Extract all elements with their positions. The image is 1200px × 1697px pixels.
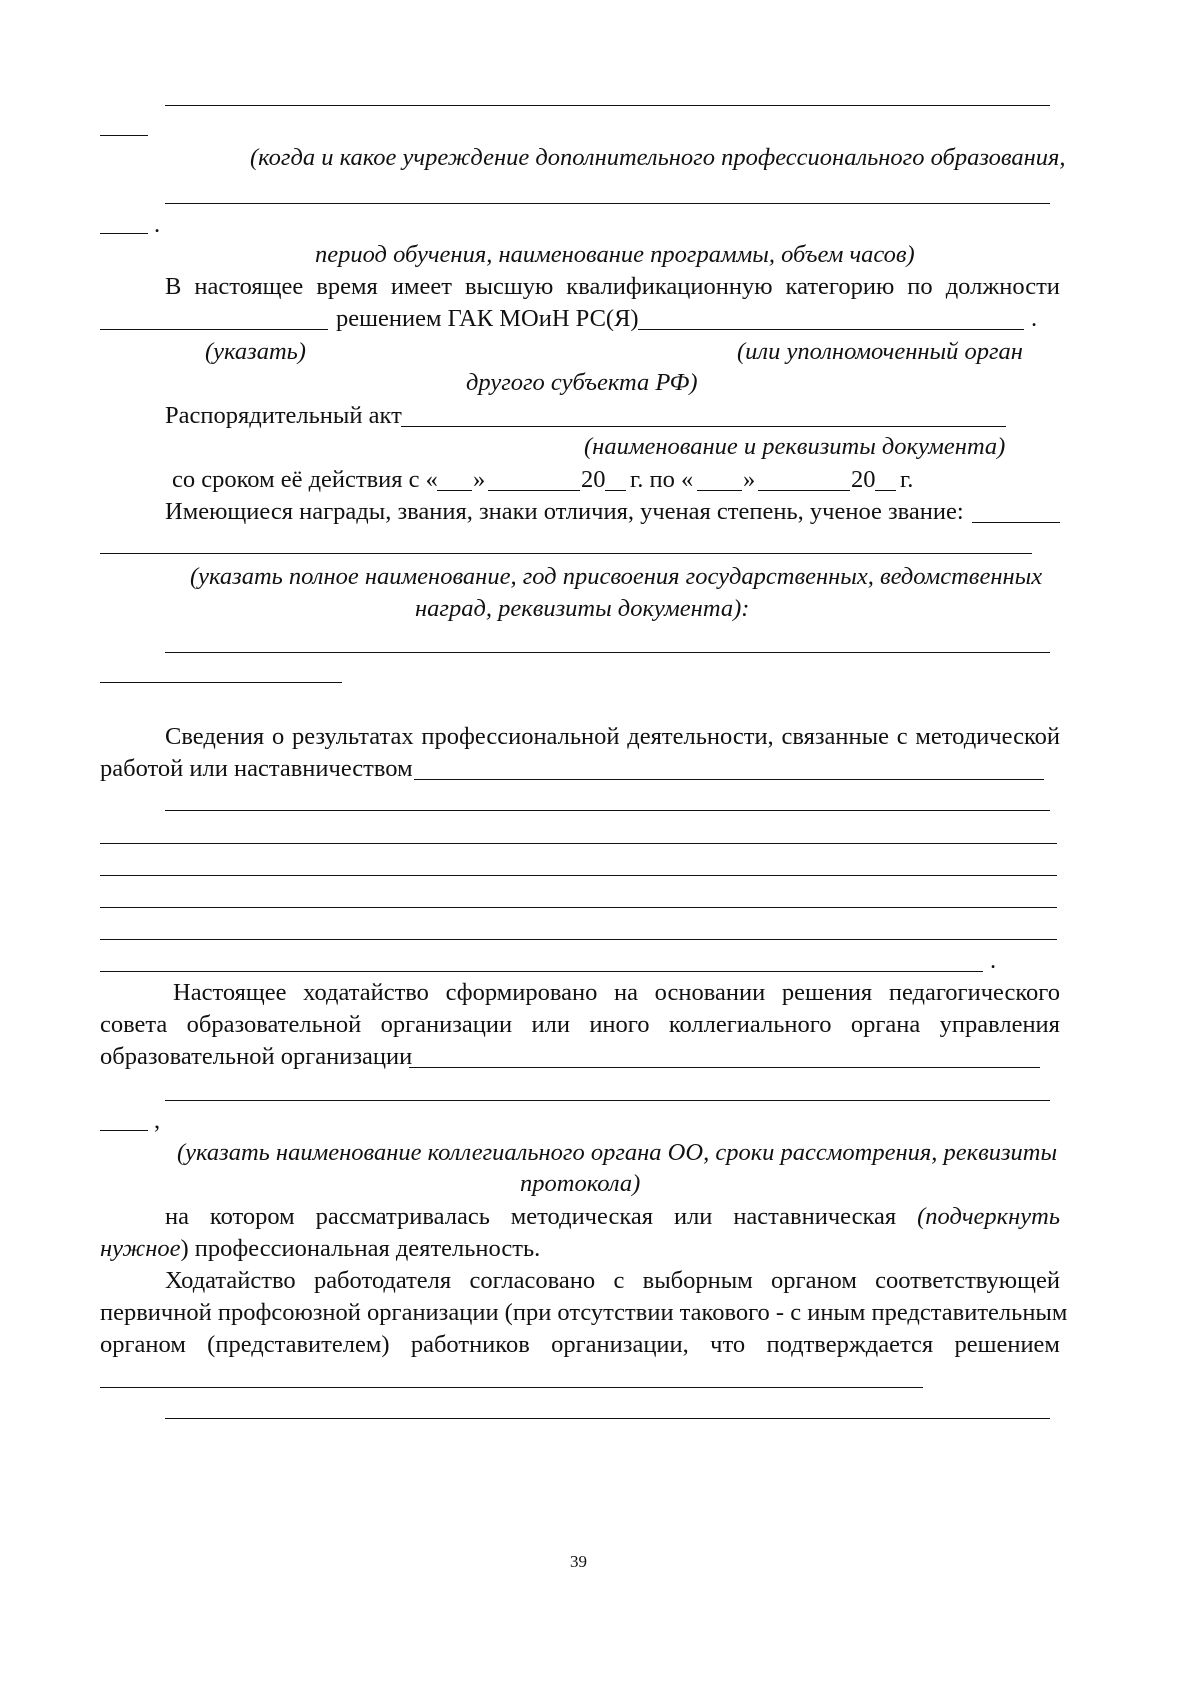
dot: . [154, 211, 161, 238]
petition-line-1: Настоящее ходатайство сформировано на основании решения педагогического [173, 979, 1060, 1006]
hint-position: (указать) [205, 338, 306, 365]
considered-line-2: нужное) профессиональная деятельность. [100, 1235, 541, 1262]
year-to-line[interactable] [875, 490, 896, 491]
awards-label: Имеющиеся награды, звания, знаки отличия, ученая степень, ученое звание: [165, 498, 964, 525]
hint-education-1: (когда и какое учреждение дополнительного профессионального образования, [250, 144, 1066, 171]
category-sentence: В настоящее время имеет высшую квалификационную категорию по должности [165, 273, 1060, 300]
results-fill-line[interactable] [100, 971, 983, 972]
hint-awards-1: (указать полное наименование, год присвоения государственных, ведомственных [190, 563, 1043, 590]
agreement-line-3: органом (представителем) работников организации, что подтверждается решением [100, 1331, 1060, 1358]
dot: . [1031, 305, 1038, 332]
fill-line[interactable] [165, 105, 1050, 106]
comma: , [154, 1107, 161, 1134]
decision-fill-line[interactable] [638, 329, 1024, 330]
results-line-2: работой или наставничеством [100, 755, 413, 782]
decision-text: решением ГАК МОиН РС(Я) [336, 305, 639, 332]
admin-act-fill-line[interactable] [401, 426, 1006, 427]
petition-line-2: совета образовательной организации или иного коллегиального органа управления [100, 1011, 1060, 1038]
fill-line[interactable] [165, 203, 1050, 204]
results-fill-line[interactable] [100, 939, 1057, 940]
period-end-text: г. [900, 466, 914, 493]
results-fill-line[interactable] [165, 810, 1050, 811]
year-from-line[interactable] [605, 490, 626, 491]
page-number: 39 [570, 1552, 587, 1571]
period-to-text: г. по « [630, 466, 694, 493]
fill-line[interactable] [100, 135, 148, 136]
hint-awards-2: наград, реквизиты документа): [415, 595, 750, 622]
year-prefix: 20 [851, 466, 876, 493]
petition-line-3: образовательной организации [100, 1043, 413, 1070]
position-fill-line[interactable] [100, 329, 328, 330]
quote-close: » [743, 466, 756, 493]
fill-line[interactable] [165, 652, 1050, 653]
dot: . [990, 947, 997, 974]
year-prefix: 20 [581, 466, 606, 493]
petition-fill-line[interactable] [165, 1100, 1050, 1101]
agreement-fill-line[interactable] [100, 1387, 923, 1388]
awards-fill-line[interactable] [972, 522, 1060, 523]
agreement-line-2: первичной профсоюзной организации (при отсутствии такового - с иным представительным [100, 1299, 1068, 1326]
hint-body-1: (или уполномоченный орган [737, 338, 1023, 365]
month-from-line[interactable] [488, 490, 580, 491]
petition-fill-line[interactable] [100, 1130, 148, 1131]
results-line-1: Сведения о результатах профессиональной деятельности, связанные с методической [165, 723, 1060, 750]
hint-document: (наименование и реквизиты документа) [584, 433, 1006, 460]
results-fill-line[interactable] [100, 843, 1057, 844]
period-from-text: со сроком её действия с « [172, 466, 438, 493]
fill-line[interactable] [100, 233, 148, 234]
results-fill-line[interactable] [414, 779, 1044, 780]
quote-close: » [473, 466, 486, 493]
petition-fill-line[interactable] [409, 1067, 1040, 1068]
day-from-line[interactable] [437, 490, 472, 491]
agreement-line-1: Ходатайство работодателя согласовано с выборным органом соответствующей [165, 1267, 1060, 1294]
hint-petition-2: протокола) [520, 1170, 641, 1197]
admin-act-label: Распорядительный акт [165, 402, 402, 429]
hint-petition-1: (указать наименование коллегиального органа ОО, сроки рассмотрения, реквизиты [177, 1139, 1058, 1166]
agreement-fill-line[interactable] [165, 1418, 1050, 1419]
month-to-line[interactable] [758, 490, 850, 491]
hint-body-2: другого субъекта РФ) [466, 369, 698, 396]
results-fill-line[interactable] [100, 875, 1057, 876]
results-fill-line[interactable] [100, 907, 1057, 908]
day-to-line[interactable] [697, 490, 742, 491]
awards-fill-line[interactable] [100, 553, 1032, 554]
considered-line-1: на котором рассматривалась методическая или наставническая (подчеркнуть [165, 1203, 1060, 1230]
hint-education-2: период обучения, наименование программы, объем часов) [315, 241, 915, 268]
fill-line[interactable] [100, 682, 342, 683]
